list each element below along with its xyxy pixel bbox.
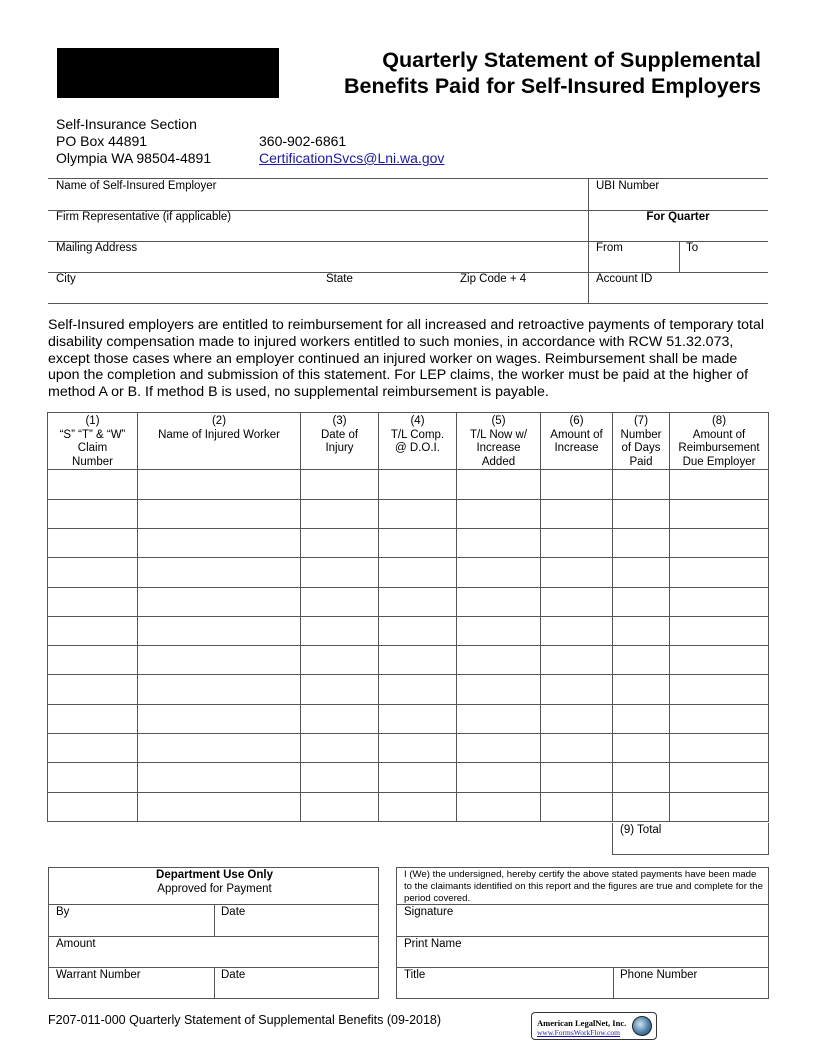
column-label-line: Reimbursement <box>678 442 760 455</box>
address-line-1: Self-Insurance Section <box>56 116 197 132</box>
table-cell[interactable] <box>301 616 379 645</box>
state-field[interactable]: State <box>326 273 353 285</box>
column-label-line: Claim <box>77 442 108 455</box>
table-cell[interactable] <box>457 470 541 499</box>
grid-line <box>397 904 768 905</box>
grid-line <box>214 967 215 999</box>
table-cell[interactable] <box>613 646 670 675</box>
address-line-3: Olympia WA 98504-4891 <box>56 150 212 166</box>
legalnet-badge[interactable] <box>531 1012 657 1040</box>
employer-name-field[interactable]: Name of Self-Insured Employer <box>56 180 217 192</box>
table-cell[interactable] <box>457 587 541 616</box>
column-number: (8) <box>711 415 727 427</box>
grid-line <box>588 178 589 303</box>
title-field[interactable]: Title <box>404 969 426 981</box>
column-label-line: Amount of <box>550 428 603 441</box>
table-cell[interactable] <box>541 528 613 557</box>
address-line-2: PO Box 44891 <box>56 133 148 149</box>
approved-label: Approved for Payment <box>157 883 272 895</box>
table-cell[interactable] <box>379 792 457 821</box>
column-label-line: Number <box>620 428 662 441</box>
claims-table <box>47 412 769 822</box>
column-label-line: T/L Now w/ <box>469 428 528 441</box>
column-label-line: Date of <box>320 428 359 441</box>
phone-number-field[interactable]: Phone Number <box>620 969 698 981</box>
column-number: (2) <box>211 415 227 427</box>
table-row <box>48 616 769 645</box>
badge-url[interactable]: www.FormsWorkFlow.com <box>537 1028 621 1037</box>
table-cell[interactable] <box>48 734 138 763</box>
warrant-number-field[interactable]: Warrant Number <box>56 969 141 981</box>
column-number: (7) <box>633 415 649 427</box>
table-cell[interactable] <box>301 792 379 821</box>
grid-line <box>48 178 768 179</box>
table-cell[interactable] <box>138 587 301 616</box>
certification-box <box>396 867 769 999</box>
column-header-1 <box>48 413 138 470</box>
table-cell[interactable] <box>670 675 769 704</box>
column-number: (6) <box>569 415 584 427</box>
column-number: (5) <box>491 415 506 427</box>
table-cell[interactable] <box>613 763 670 792</box>
column-label-line: @ D.O.I. <box>395 442 440 455</box>
contact-info <box>259 133 444 167</box>
column-header-4 <box>379 413 457 470</box>
table-cell[interactable] <box>379 704 457 733</box>
by-field[interactable]: By <box>56 906 70 918</box>
column-header-8 <box>670 413 769 470</box>
table-cell[interactable] <box>670 528 769 557</box>
table-cell[interactable] <box>138 470 301 499</box>
column-label-line: Injury <box>325 442 354 455</box>
table-row <box>48 792 769 821</box>
table-cell[interactable] <box>379 470 457 499</box>
table-cell[interactable] <box>48 675 138 704</box>
table-cell[interactable] <box>301 675 379 704</box>
table-cell[interactable] <box>541 646 613 675</box>
grid-line <box>49 936 378 937</box>
city-field[interactable]: City <box>56 273 76 285</box>
table-row <box>48 587 769 616</box>
table-cell[interactable] <box>138 704 301 733</box>
grid-line <box>397 967 768 968</box>
grid-line <box>48 272 768 273</box>
column-label-line: Paid <box>629 455 653 468</box>
mailing-address-field[interactable]: Mailing Address <box>56 242 138 254</box>
grid-line <box>679 241 680 272</box>
title-line-2: Benefits Paid for Self-Insured Employers <box>344 74 761 98</box>
form-id-footer: F207-011-000 Quarterly Statement of Supplemental Benefits (09-2018) <box>48 1013 442 1027</box>
column-number: (4) <box>410 415 425 427</box>
table-cell[interactable] <box>457 792 541 821</box>
column-label-line: Increase <box>554 442 599 455</box>
table-cell[interactable] <box>457 499 541 528</box>
table-cell[interactable] <box>138 792 301 821</box>
table-cell[interactable] <box>379 675 457 704</box>
table-cell[interactable] <box>301 646 379 675</box>
table-cell[interactable] <box>670 646 769 675</box>
table-cell[interactable] <box>379 558 457 587</box>
table-cell[interactable] <box>48 616 138 645</box>
table-cell[interactable] <box>301 558 379 587</box>
table-cell[interactable] <box>138 558 301 587</box>
column-label-line: of Days <box>621 442 661 455</box>
table-cell[interactable] <box>457 528 541 557</box>
globe-icon <box>632 1016 652 1036</box>
table-cell[interactable] <box>613 704 670 733</box>
table-cell[interactable] <box>301 704 379 733</box>
table-cell[interactable] <box>613 734 670 763</box>
column-number: (3) <box>332 415 347 427</box>
table-cell[interactable] <box>48 646 138 675</box>
table-cell[interactable] <box>48 499 138 528</box>
table-cell[interactable] <box>138 763 301 792</box>
table-cell[interactable] <box>541 587 613 616</box>
certification-statement: I (We) the undersigned, hereby certify the above stated payments have been made to the claimants identified on this report and the figures are true and complete for the period covered. <box>404 869 763 904</box>
table-cell[interactable] <box>457 616 541 645</box>
column-header-3 <box>301 413 379 470</box>
table-cell[interactable] <box>613 499 670 528</box>
table-row <box>48 763 769 792</box>
table-cell[interactable] <box>541 763 613 792</box>
table-cell[interactable] <box>541 470 613 499</box>
column-number: (1) <box>85 415 100 427</box>
table-cell[interactable] <box>379 528 457 557</box>
table-cell[interactable] <box>48 763 138 792</box>
table-cell[interactable] <box>457 558 541 587</box>
table-cell[interactable] <box>457 763 541 792</box>
table-row <box>48 675 769 704</box>
table-cell[interactable] <box>613 558 670 587</box>
column-label-line: Increase <box>476 442 521 455</box>
phone-number: 360-902-6861 <box>259 133 347 149</box>
column-header-5 <box>457 413 541 470</box>
warrant-date-field[interactable]: Date <box>221 969 246 981</box>
table-cell[interactable] <box>541 734 613 763</box>
for-quarter-label: For Quarter <box>646 211 710 223</box>
table-cell[interactable] <box>301 528 379 557</box>
table-row <box>48 470 769 499</box>
table-cell[interactable] <box>301 734 379 763</box>
grid-line <box>613 967 614 999</box>
grid-line <box>48 303 768 304</box>
column-label-line: Number <box>72 455 113 468</box>
total-cell[interactable] <box>612 823 769 855</box>
mailing-address <box>56 116 211 167</box>
grid-line <box>48 241 768 242</box>
total-label: (9) Total <box>620 824 662 836</box>
table-cell[interactable] <box>670 704 769 733</box>
table-cell[interactable] <box>670 616 769 645</box>
table-cell[interactable] <box>541 558 613 587</box>
table-cell[interactable] <box>48 558 138 587</box>
table-cell[interactable] <box>541 704 613 733</box>
firm-representative-field[interactable]: Firm Representative (if applicable) <box>56 211 232 223</box>
column-label-line: Amount of <box>692 428 746 441</box>
table-row <box>48 704 769 733</box>
table-row <box>48 528 769 557</box>
table-header-row <box>48 413 769 470</box>
dept-use-title: Department Use Only <box>156 869 273 881</box>
table-cell[interactable] <box>670 587 769 616</box>
table-body <box>48 470 769 822</box>
table-cell[interactable] <box>541 675 613 704</box>
table-cell[interactable] <box>670 792 769 821</box>
table-cell[interactable] <box>48 704 138 733</box>
table-cell[interactable] <box>138 499 301 528</box>
column-label-line: Due Employer <box>682 455 756 468</box>
table-cell[interactable] <box>541 499 613 528</box>
table-cell[interactable] <box>541 792 613 821</box>
table-cell[interactable] <box>613 616 670 645</box>
table-cell[interactable] <box>138 528 301 557</box>
table-cell[interactable] <box>670 734 769 763</box>
table-cell[interactable] <box>541 616 613 645</box>
table-cell[interactable] <box>670 470 769 499</box>
department-use-box <box>48 867 379 999</box>
approval-date-field[interactable]: Date <box>221 906 246 918</box>
table-cell[interactable] <box>379 734 457 763</box>
table-cell[interactable] <box>138 616 301 645</box>
table-cell[interactable] <box>48 528 138 557</box>
quarter-to-field[interactable]: To <box>686 242 699 254</box>
table-cell[interactable] <box>670 763 769 792</box>
print-name-field[interactable]: Print Name <box>404 938 462 950</box>
table-cell[interactable] <box>457 646 541 675</box>
table-cell[interactable] <box>138 734 301 763</box>
table-cell[interactable] <box>457 675 541 704</box>
agency-logo <box>57 48 279 98</box>
table-cell[interactable] <box>379 587 457 616</box>
table-cell[interactable] <box>301 499 379 528</box>
table-cell[interactable] <box>138 675 301 704</box>
amount-field[interactable]: Amount <box>56 938 96 950</box>
column-label-line: Added <box>481 455 516 468</box>
signature-field[interactable]: Signature <box>404 906 454 918</box>
table-cell[interactable] <box>613 528 670 557</box>
table-cell[interactable] <box>379 763 457 792</box>
badge-company: American LegalNet, Inc. <box>537 1018 627 1028</box>
table-cell[interactable] <box>613 792 670 821</box>
table-cell[interactable] <box>379 616 457 645</box>
table-cell[interactable] <box>670 499 769 528</box>
ubi-number-field[interactable]: UBI Number <box>596 180 660 192</box>
table-cell[interactable] <box>301 763 379 792</box>
table-cell[interactable] <box>301 587 379 616</box>
column-label-line: T/L Comp. <box>390 428 445 441</box>
table-cell[interactable] <box>670 558 769 587</box>
eligibility-paragraph: Self-Insured employers are entitled to reimbursement for all increased and retroactive payments of temporary total disability compensation made to injured workers entitled to such monies, in accordance with RCW 51.32.073, except those cases where an employer continued an injured worker on wages. Reimbursement shall be made upon the completion and submission of this statement. For LEP claims, the worker must be paid at the higher of method A or B. If method B is used, no supplemental reimbursement is payable. <box>48 317 765 401</box>
table-row <box>48 558 769 587</box>
table-cell[interactable] <box>457 704 541 733</box>
zip-code-field[interactable]: Zip Code + 4 <box>460 273 527 285</box>
account-id-field[interactable]: Account ID <box>596 273 653 285</box>
table-cell[interactable] <box>379 646 457 675</box>
table-cell[interactable] <box>48 587 138 616</box>
column-label-line: Name of Injured Worker <box>158 428 280 441</box>
table-cell[interactable] <box>301 470 379 499</box>
table-row <box>48 646 769 675</box>
email-link[interactable]: CertificationSvcs@Lni.wa.gov <box>259 150 445 166</box>
table-cell[interactable] <box>138 646 301 675</box>
grid-line <box>397 936 768 937</box>
title-line-1: Quarterly Statement of Supplemental <box>382 48 761 72</box>
column-label-line: “S” “T” & “W” <box>59 428 126 441</box>
page-title <box>291 47 761 99</box>
grid-line <box>214 904 215 936</box>
column-header-6 <box>541 413 613 470</box>
table-cell[interactable] <box>613 675 670 704</box>
table-cell[interactable] <box>48 470 138 499</box>
table-row <box>48 734 769 763</box>
quarter-from-field[interactable]: From <box>596 242 623 254</box>
table-row <box>48 499 769 528</box>
table-cell[interactable] <box>48 792 138 821</box>
column-header-7 <box>613 413 670 470</box>
column-header-2 <box>138 413 301 470</box>
table-cell[interactable] <box>613 587 670 616</box>
table-cell[interactable] <box>613 470 670 499</box>
table-cell[interactable] <box>379 499 457 528</box>
table-cell[interactable] <box>457 734 541 763</box>
